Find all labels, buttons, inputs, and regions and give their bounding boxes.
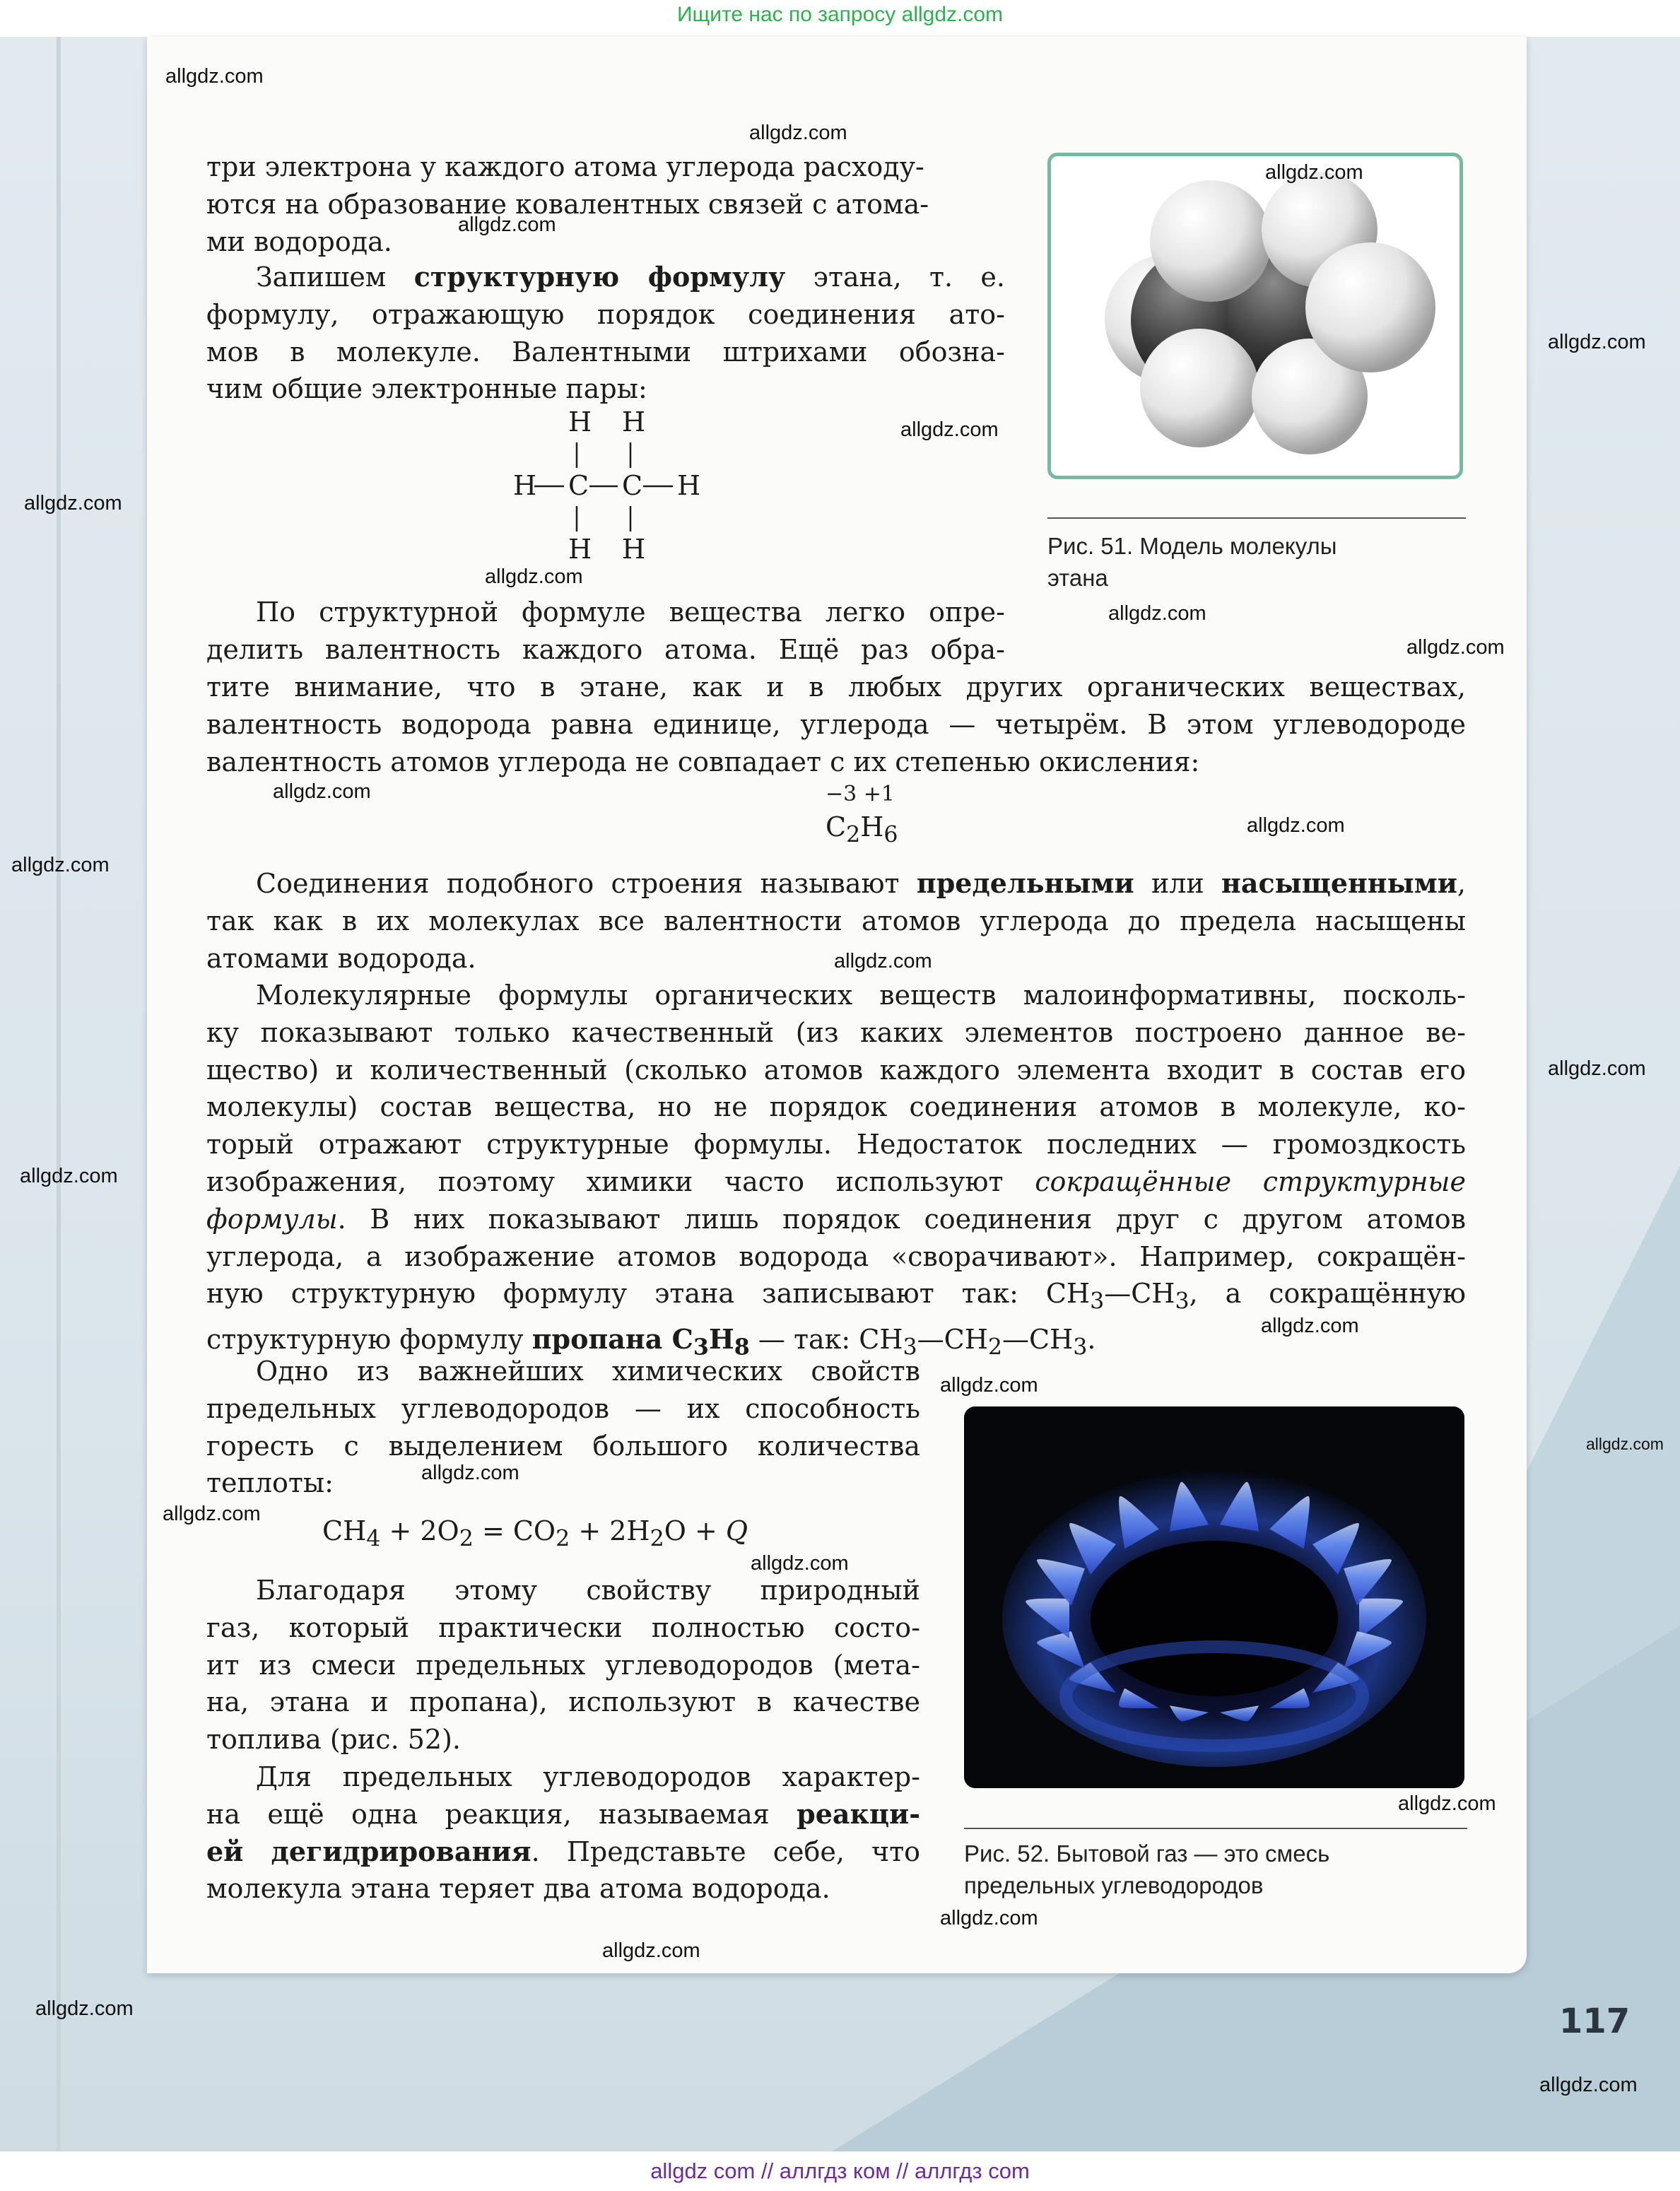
term-condensed: сокращённые структурные <box>1035 1165 1466 1197</box>
term-saturated-2: насыщенными <box>1221 867 1457 899</box>
text-span: CH <box>322 1515 367 1546</box>
paragraph-1 <box>206 148 1005 260</box>
text-span: H <box>708 1322 734 1355</box>
term-dehydrogenation: реакци- <box>797 1797 920 1830</box>
hydrogen-label: H <box>622 534 646 565</box>
text-line: формулу, отражающую порядок соединения ато- <box>206 298 1005 330</box>
ethane-structural-formula <box>509 406 735 568</box>
watermark: allgdz.com <box>273 780 371 803</box>
text-span: C <box>826 811 847 842</box>
text-span: Запишем <box>256 262 414 293</box>
paragraph-6 <box>206 1353 920 1502</box>
watermark: allgdz.com <box>900 418 999 441</box>
watermark: allgdz.com <box>1398 1792 1496 1815</box>
text-span: Благодаря этому свойству природный <box>256 1575 920 1606</box>
hydrogen-label: H <box>677 470 701 501</box>
caption-line: Рис. 52. Бытовой газ — это смесь <box>964 1840 1330 1867</box>
watermark: allgdz.com <box>1406 636 1505 659</box>
watermark: allgdz.com <box>35 1997 134 2020</box>
term-condensed-2: формулы <box>206 1203 338 1235</box>
text-span: Соединения подобного строения называют <box>256 868 917 899</box>
text-span: на ещё одна реакция, называемая <box>206 1798 797 1830</box>
subscript: 3 <box>1175 1288 1189 1315</box>
text-line <box>206 1758 920 1796</box>
text-line: горесть с выделением большого количества <box>206 1430 920 1462</box>
paragraph-5 <box>206 977 1466 1366</box>
text-line <box>206 1796 920 1833</box>
text-line: три электрона у каждого атома углерода расходу- <box>206 151 924 182</box>
watermark: allgdz.com <box>24 492 122 515</box>
subscript: 3 <box>1073 1334 1088 1361</box>
carbon-label: C <box>568 470 589 501</box>
text-line: атомами водорода. <box>206 942 476 974</box>
text-span: . В них показывают лишь порядок соединения друг с другом атомов <box>337 1203 1466 1235</box>
text-span: —CH <box>1104 1278 1175 1310</box>
text-span: изображения, поэтому химики часто используют <box>206 1165 1035 1197</box>
text-line: валентность атомов углерода не совпадает с их степенью окисления: <box>206 746 1200 777</box>
watermark: allgdz.com <box>1247 814 1345 837</box>
watermark: allgdz.com <box>602 1939 700 1962</box>
text-span: . Представьте себе, что <box>531 1835 920 1867</box>
watermark: allgdz.com <box>1265 161 1363 184</box>
page-number: 117 <box>1559 2002 1631 2041</box>
subscript: 4 <box>366 1526 381 1552</box>
paragraph-2 <box>206 259 1005 408</box>
text-span: H <box>860 811 884 842</box>
watermark: allgdz.com <box>940 1907 1038 1929</box>
text-line: газ, который практически полностью состо- <box>206 1611 920 1643</box>
text-span: + 2H <box>570 1515 650 1546</box>
text-line <box>206 1353 920 1390</box>
watermark: allgdz.com <box>1586 1435 1664 1453</box>
text-line: молекула этана теряет два атома водорода. <box>206 1873 830 1905</box>
text-span: структурную формулу <box>206 1323 532 1355</box>
caption-line: Рис. 51. Модель молекулы <box>1047 533 1337 559</box>
watermark: allgdz.com <box>421 1462 519 1484</box>
bottom-banner[interactable]: allgdz com // аллгдз ком // аллгдз com <box>650 2158 1030 2183</box>
book-spine <box>57 37 61 2151</box>
text-line: углерода, а изображение атомов водорода «сворачивают». Например, сокращён- <box>206 1240 1466 1272</box>
text-line: на, этана и пропана), используют в качестве <box>206 1686 920 1718</box>
watermark: allgdz.com <box>163 1503 261 1525</box>
text-span: Для предельных углеводородов характер- <box>256 1761 920 1792</box>
hydrogen-label: H <box>622 406 646 437</box>
text-line <box>206 977 1466 1014</box>
subscript: 2 <box>846 822 861 848</box>
term-structural-formula: структурную формулу <box>413 261 786 293</box>
hydrogen-label: H <box>513 470 537 501</box>
hydrogen-atom <box>1140 329 1259 447</box>
watermark: allgdz.com <box>1261 1315 1359 1337</box>
term-saturated: предельными <box>916 867 1134 899</box>
watermark: allgdz.com <box>485 565 583 588</box>
watermark: allgdz.com <box>165 65 264 88</box>
ethane-molecule-image <box>1051 156 1459 476</box>
combustion-equation <box>322 1515 748 1552</box>
hydrogen-atom <box>1305 242 1435 372</box>
caption-rule <box>964 1828 1467 1829</box>
text-line: чим общие электронные пары: <box>206 373 647 405</box>
watermark: allgdz.com <box>940 1374 1038 1397</box>
text-line: так как в их молекулах все валентности атомов углерода до предела насыщены <box>206 905 1466 936</box>
burner-center <box>1091 1541 1338 1696</box>
text-line <box>206 1833 920 1871</box>
subscript: 2 <box>987 1334 1002 1361</box>
watermark: allgdz.com <box>1548 1057 1646 1080</box>
text-span: + 2O <box>380 1515 459 1546</box>
subscript: 3 <box>693 1334 709 1361</box>
text-line <box>206 1201 1466 1238</box>
subscript: 2 <box>459 1526 474 1552</box>
watermark: allgdz.com <box>11 854 110 876</box>
subscript: 6 <box>883 822 898 848</box>
paragraph-7 <box>206 1572 920 1758</box>
text-line <box>206 259 1005 296</box>
ethane-formula <box>826 811 898 848</box>
caption-rule <box>1047 517 1466 519</box>
text-span: , <box>1457 868 1466 899</box>
hydrogen-label: H <box>568 534 592 565</box>
text-line <box>206 1572 920 1609</box>
watermark: allgdz.com <box>1548 331 1646 353</box>
figure-51-ethane-model <box>1047 153 1463 479</box>
term-propane: пропана C <box>531 1322 693 1355</box>
text-line: молекулы) состав вещества, но не порядок соединения атомов в молекуле, ко- <box>206 1091 1466 1123</box>
text-span: = CO <box>473 1515 556 1546</box>
subscript: 2 <box>556 1526 570 1552</box>
figure-52-caption <box>964 1838 1329 1901</box>
heat-symbol: Q <box>725 1515 748 1546</box>
oxidation-states: −3 +1 <box>826 782 895 806</box>
text-line <box>206 865 1466 903</box>
watermark: allgdz.com <box>1539 2074 1638 2096</box>
text-span: O + <box>664 1515 726 1546</box>
watermark: allgdz.com <box>749 122 847 144</box>
subscript: 3 <box>1090 1288 1105 1315</box>
paragraph-8 <box>206 1758 920 1908</box>
text-span: Одно из важнейших химических свойств <box>256 1356 920 1387</box>
text-line: топлива (рис. 52). <box>206 1724 461 1756</box>
figure-52-gas-burner <box>964 1406 1464 1788</box>
text-span: —CH <box>917 1323 988 1355</box>
subscript: 2 <box>650 1526 664 1552</box>
text-line: предельных углеводородов — их способность <box>206 1392 920 1424</box>
text-span: этана, т. е. <box>785 262 1005 293</box>
text-span: Молекулярные формулы органических веществ малоинформативны, посколь- <box>256 980 1466 1011</box>
caption-line: предельных углеводородов <box>964 1872 1264 1898</box>
text-span: — так: CH <box>749 1323 903 1355</box>
text-line: тите внимание, что в этане, как и в любых других органических веществах, <box>206 671 1466 703</box>
caption-line: этана <box>1047 565 1108 591</box>
text-span: , а сокращённую <box>1189 1278 1466 1310</box>
text-line: ит из смеси предельных углеводородов (мета- <box>206 1649 920 1681</box>
text-line: торый отражают структурные формулы. Недостаток последних — громоздкость <box>206 1129 1466 1161</box>
watermark: allgdz.com <box>1108 602 1206 625</box>
text-line: ются на образование ковалентных связей с атома- <box>206 188 929 220</box>
carbon-label: C <box>622 470 643 501</box>
hydrogen-atom <box>1150 180 1271 302</box>
paragraph-3 <box>206 594 1005 669</box>
hydrogen-label: H <box>568 406 592 437</box>
watermark: allgdz.com <box>20 1165 118 1187</box>
text-span: или <box>1134 868 1222 899</box>
text-line: делить валентность каждого атома. Ещё раз обра- <box>206 633 1005 665</box>
paragraph-3-wide <box>206 669 1466 780</box>
watermark: allgdz.com <box>458 213 556 236</box>
text-line: теплоты: <box>206 1467 334 1499</box>
watermark: allgdz.com <box>834 950 932 973</box>
figure-51-caption <box>1047 530 1337 594</box>
text-line: щество) и количественный (сколько атомов каждого элемента входит в состав его <box>206 1054 1466 1086</box>
text-span: . <box>1087 1323 1096 1355</box>
text-line <box>206 594 1005 631</box>
subscript: 8 <box>734 1334 750 1361</box>
text-line: ку показывают только качественный (из каких элементов построено данное ве- <box>206 1016 1466 1048</box>
text-line: валентность водорода равна единице, углерода — четырём. В этом углеводороде <box>206 708 1466 740</box>
top-banner[interactable]: Ищите нас по запросу allgdz.com <box>676 3 1004 26</box>
text-span: По структурной формуле вещества легко опре- <box>256 597 1005 628</box>
subscript: 3 <box>903 1334 917 1361</box>
text-span: —CH <box>1002 1323 1074 1355</box>
text-span: ную структурную формулу этана записывают так: CH <box>206 1278 1091 1310</box>
watermark: allgdz.com <box>751 1552 849 1575</box>
gas-flame-image <box>964 1406 1464 1788</box>
text-line <box>206 1163 1466 1201</box>
term-dehydrogenation-2: ей дегидрирования <box>206 1835 531 1867</box>
text-line: ми водорода. <box>206 225 392 257</box>
text-line: мов в молекуле. Валентными штрихами обозна- <box>206 336 1005 368</box>
